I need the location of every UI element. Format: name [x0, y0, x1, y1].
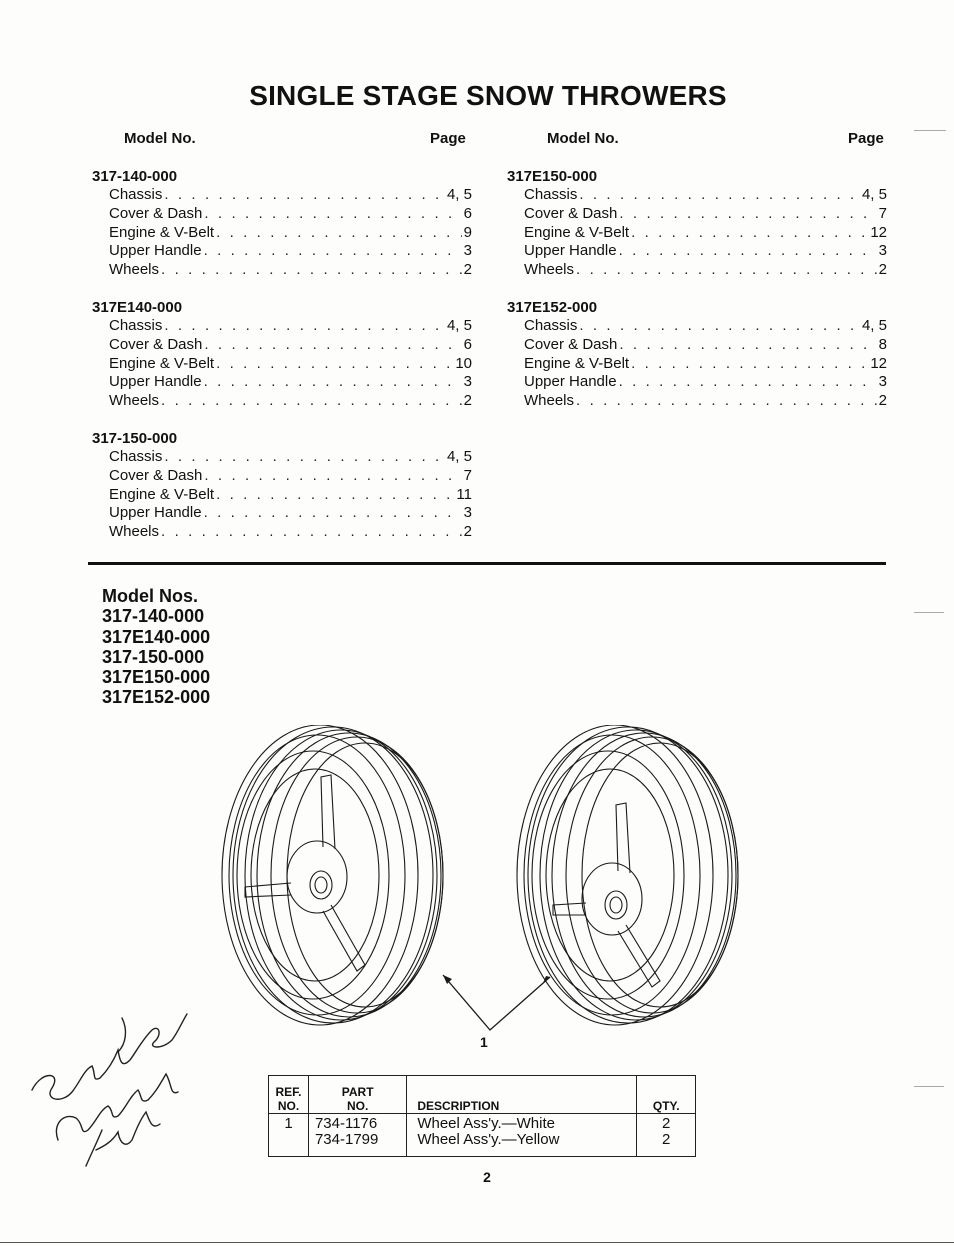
- index-model-number: 317E152-000: [507, 299, 598, 316]
- index-entry: [507, 336, 887, 355]
- index-entry: [92, 336, 472, 355]
- dot-leader: [204, 467, 461, 486]
- dot-leader: [164, 448, 445, 467]
- model-list: [102, 586, 210, 708]
- index-entry: [92, 317, 472, 336]
- index-entry-label: Chassis: [109, 186, 163, 203]
- dot-leader: [579, 317, 860, 336]
- index-entry-page: 3: [463, 373, 472, 391]
- page-number: 2: [483, 1169, 491, 1185]
- dot-leader: [619, 242, 877, 261]
- index-entry-label: Engine & V-Belt: [109, 354, 215, 372]
- description-header: DESCRIPTION: [407, 1076, 637, 1114]
- index-entry-label: Upper Handle: [109, 373, 202, 391]
- index-entry-page: 3: [878, 373, 887, 391]
- page-edge-line: [0, 1242, 954, 1243]
- index-entry-label: Wheels: [109, 261, 160, 279]
- dot-leader: [204, 504, 462, 523]
- index-entry-label: Cover & Dash: [524, 335, 618, 353]
- left-page-header: Page: [430, 130, 466, 147]
- dot-leader: [631, 355, 868, 374]
- index-entry-page: 4, 5: [861, 317, 887, 334]
- index-entry-label: Chassis: [524, 186, 578, 203]
- dot-leader: [204, 373, 462, 392]
- dot-leader: [216, 486, 454, 505]
- dot-leader: [216, 224, 462, 243]
- dot-leader: [161, 523, 462, 542]
- index-entry-label: Chassis: [524, 317, 578, 334]
- index-entry-page: 9: [463, 223, 472, 241]
- index-entry-page: 2: [463, 392, 472, 410]
- scan-mark: [914, 1086, 944, 1087]
- dot-leader: [619, 373, 877, 392]
- dot-leader: [576, 261, 877, 280]
- left-model-header: Model No.: [124, 130, 196, 147]
- index-entry-page: 3: [878, 242, 887, 260]
- index-entry-label: Upper Handle: [524, 373, 617, 391]
- parts-table-header-row: [269, 1076, 696, 1114]
- left-wheel-drawing: [222, 725, 443, 1025]
- page-title: SINGLE STAGE SNOW THROWERS: [249, 80, 727, 111]
- index-entry-page: 6: [463, 204, 472, 222]
- index-model-number: 317-150-000: [92, 430, 178, 447]
- index-entry: [92, 373, 472, 392]
- index-group: [92, 167, 472, 280]
- index-entry-page: 10: [455, 354, 472, 372]
- dot-leader: [204, 242, 462, 261]
- index-entry: [92, 261, 472, 280]
- index-entry: [92, 205, 472, 224]
- qty-cell: 2 2: [637, 1114, 696, 1157]
- index-entry-page: 2: [878, 261, 887, 279]
- right-model-header: Model No.: [547, 130, 619, 147]
- scan-mark: [914, 130, 946, 131]
- dot-leader: [216, 355, 453, 374]
- index-group: [507, 298, 887, 411]
- index-entry-page: 4, 5: [861, 186, 887, 203]
- index-entry-page: 4, 5: [446, 317, 472, 334]
- ref-no-cell: 1: [269, 1114, 309, 1157]
- index-entry: [92, 467, 472, 486]
- index-entry-page: 11: [456, 485, 472, 503]
- scan-mark: [914, 612, 944, 613]
- index-entry: [507, 205, 887, 224]
- index-entry-page: 4, 5: [446, 448, 472, 465]
- index-entry-page: 7: [878, 204, 887, 222]
- dot-leader: [579, 186, 860, 205]
- index-entry: [92, 224, 472, 243]
- index-entry-label: Upper Handle: [109, 504, 202, 522]
- index-group: [92, 298, 472, 411]
- index-model-number: 317E140-000: [92, 299, 183, 316]
- callout-lines: [443, 975, 550, 1030]
- right-wheel-drawing: [517, 725, 738, 1025]
- dot-leader: [204, 336, 461, 355]
- description-cell: Wheel Ass'y.—White Wheel Ass'y.—Yellow: [407, 1114, 637, 1157]
- index-entry-page: 12: [870, 223, 887, 241]
- handwritten-signature: [22, 1000, 202, 1170]
- index-entry-label: Engine & V-Belt: [524, 223, 630, 241]
- index-entry-label: Engine & V-Belt: [109, 223, 215, 241]
- index-model-number: 317E150-000: [507, 168, 598, 185]
- index-entry: [92, 355, 472, 374]
- index-entry: [92, 486, 472, 505]
- index-entry-label: Wheels: [524, 261, 575, 279]
- right-page-header: Page: [848, 130, 884, 147]
- index-entry: [92, 448, 472, 467]
- index-entry: [507, 242, 887, 261]
- index-entry-page: 12: [870, 354, 887, 372]
- index-entry-label: Upper Handle: [524, 242, 617, 260]
- index-entry-label: Cover & Dash: [109, 204, 203, 222]
- index-entry-label: Wheels: [524, 392, 575, 410]
- ref-no-header: REF. NO.: [269, 1076, 309, 1114]
- index-entry-label: Cover & Dash: [524, 204, 618, 222]
- model-list-item: 317-140-000: [102, 606, 205, 627]
- index-entry-page: 6: [463, 335, 472, 353]
- model-list-item: 317E150-000: [102, 667, 211, 688]
- index-entry-page: 2: [878, 392, 887, 410]
- dot-leader: [631, 224, 868, 243]
- index-entry-label: Cover & Dash: [109, 466, 203, 484]
- dot-leader: [576, 392, 877, 411]
- table-row: [269, 1114, 696, 1157]
- parts-table: [268, 1075, 696, 1157]
- index-entry: [507, 261, 887, 280]
- dot-leader: [164, 186, 445, 205]
- part-no-cell: 734-1176 734-1799: [308, 1114, 406, 1157]
- callout-number: 1: [480, 1034, 488, 1050]
- callout-arrowhead-left: [443, 975, 452, 984]
- index-entry-label: Wheels: [109, 392, 160, 410]
- index-entry: [507, 392, 887, 411]
- dot-leader: [161, 261, 462, 280]
- index-entry-page: 7: [463, 466, 472, 484]
- index-entry-label: Chassis: [109, 317, 163, 334]
- index-entry-label: Engine & V-Belt: [524, 354, 630, 372]
- dot-leader: [161, 392, 462, 411]
- index-entry-page: 3: [463, 504, 472, 522]
- index-entry-label: Wheels: [109, 523, 160, 541]
- model-list-item: 317E152-000: [102, 687, 211, 708]
- index-entry: [507, 186, 887, 205]
- index-entry-label: Chassis: [109, 448, 163, 465]
- index-entry: [92, 523, 472, 542]
- index-entry-label: Cover & Dash: [109, 335, 203, 353]
- dot-leader: [164, 317, 445, 336]
- model-list-heading: Model Nos.: [102, 586, 199, 606]
- index-entry: [507, 224, 887, 243]
- index-entry: [92, 242, 472, 261]
- index-entry-page: 8: [878, 335, 887, 353]
- index-group: [507, 167, 887, 280]
- dot-leader: [619, 205, 876, 224]
- index-entry: [92, 186, 472, 205]
- part-no-header: PART NO.: [308, 1076, 406, 1114]
- index-entry: [507, 317, 887, 336]
- index-entry-page: 2: [463, 523, 472, 541]
- index-entry: [92, 392, 472, 411]
- dot-leader: [619, 336, 876, 355]
- index-entry: [507, 355, 887, 374]
- index-entry-label: Upper Handle: [109, 242, 202, 260]
- index-entry-page: 3: [463, 242, 472, 260]
- index-entry-label: Engine & V-Belt: [109, 485, 215, 503]
- index-entry: [92, 504, 472, 523]
- index-entry: [507, 373, 887, 392]
- index-model-number: 317-140-000: [92, 168, 178, 185]
- index-entry-page: 4, 5: [446, 186, 472, 203]
- section-divider: [88, 562, 886, 565]
- index-entry-page: 2: [463, 261, 472, 279]
- index-group: [92, 429, 472, 542]
- wheels-illustration: [205, 725, 765, 1045]
- model-list-item: 317E140-000: [102, 626, 211, 647]
- dot-leader: [204, 205, 461, 224]
- model-list-item: 317-150-000: [102, 646, 205, 667]
- qty-header: QTY.: [637, 1076, 696, 1114]
